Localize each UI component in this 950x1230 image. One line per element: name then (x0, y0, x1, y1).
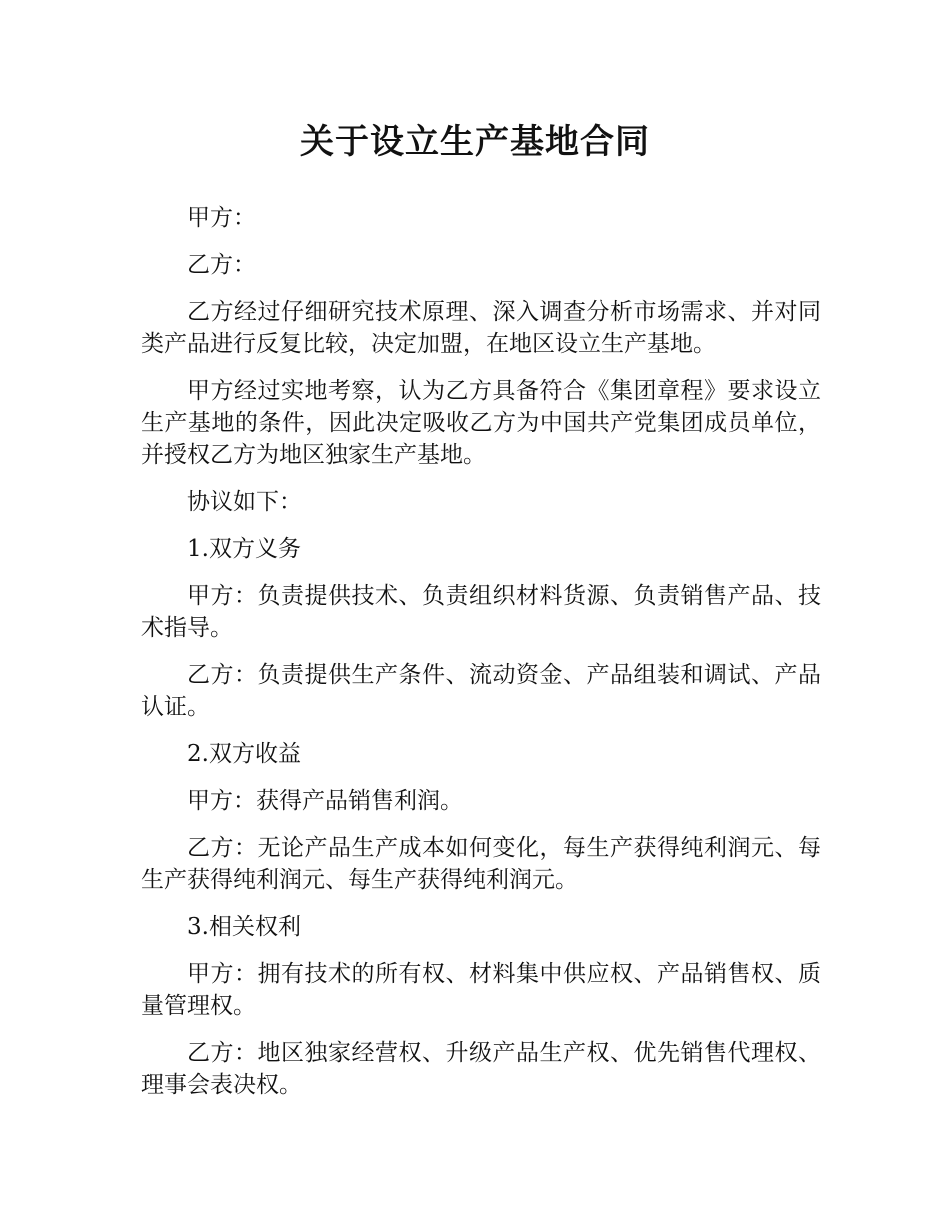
paragraph-party-a-rights: 甲方：拥有技术的所有权、材料集中供应权、产品销售权、质量管理权。 (141, 961, 821, 1019)
paragraph-party-b-obligations: 乙方：负责提供生产条件、流动资金、产品组装和调试、产品认证。 (141, 662, 821, 720)
paragraph-party-b-benefits: 乙方：无论产品生产成本如何变化，每生产获得纯利润元、每生产获得纯利润元、每生产获得纯利润元。 (141, 835, 821, 893)
paragraph-party-a-benefits: 甲方：获得产品销售利润。 (187, 788, 463, 814)
paragraph-party-b-rights: 乙方：地区独家经营权、升级产品生产权、优先销售代理权、理事会表决权。 (141, 1040, 821, 1098)
paragraph-party-a-obligations: 甲方：负责提供技术、负责组织材料货源、负责销售产品、技术指导。 (141, 583, 821, 641)
paragraph-background: 乙方经过仔细研究技术原理、深入调查分析市场需求、并对同类产品进行反复比较，决定加盟，在地区设立生产基地。 (141, 299, 821, 357)
paragraph-party-b: 乙方： (187, 252, 256, 278)
section-heading-benefits: 2.双方收益 (187, 741, 301, 767)
paragraph-party-a: 甲方： (187, 205, 256, 231)
contract-body (141, 202, 821, 1116)
section-heading-rights: 3.相关权利 (187, 914, 301, 940)
section-heading-obligations: 1.双方义务 (187, 536, 301, 562)
paragraph-agreement-intro: 协议如下： (187, 489, 302, 515)
paragraph-authorization: 甲方经过实地考察，认为乙方具备符合《集团章程》要求设立生产基地的条件，因此决定吸收乙方为中国共产党集团成员单位，并授权乙方为地区独家生产基地。 (141, 378, 821, 468)
page-title: 关于设立生产基地合同 (300, 122, 650, 162)
